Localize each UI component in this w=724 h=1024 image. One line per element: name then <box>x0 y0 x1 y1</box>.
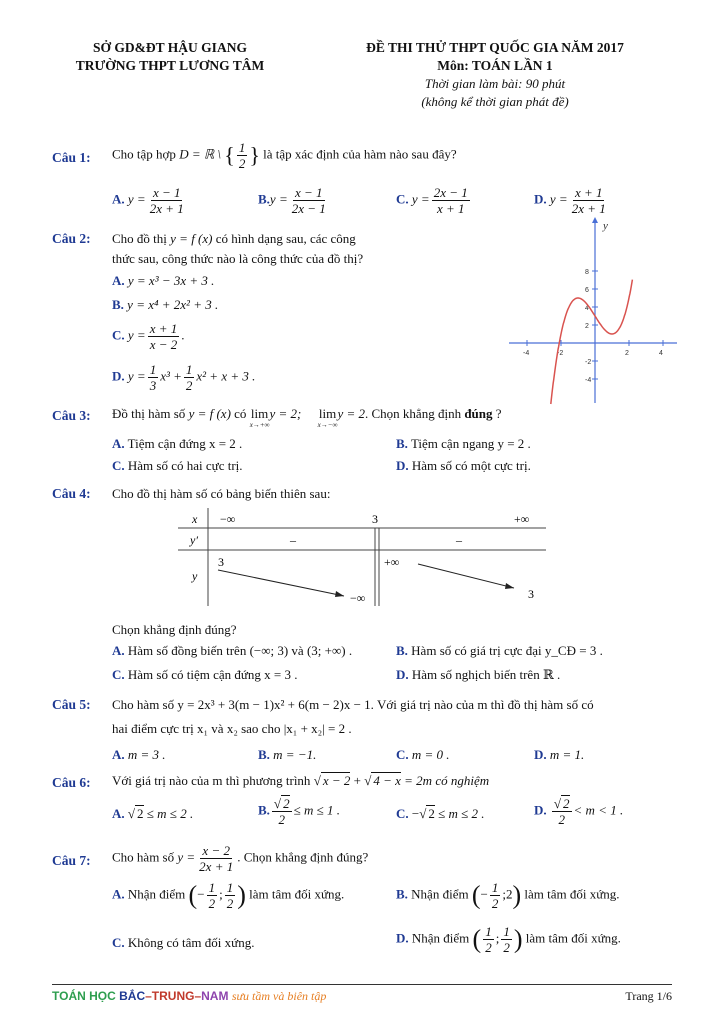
table-y-3-right: 3 <box>528 587 534 601</box>
question-6-option-a[interactable]: A. √ 2 ≤ m ≤ 2 . <box>112 806 194 821</box>
question-5-text-line1: Cho hàm số y = 2x³ + 3(m − 1)x² + 6(m − 2)x − 1. Với giá trị nào của m thì đồ thị hàm số có <box>112 697 594 712</box>
question-2-option-a[interactable]: A. y = x³ − 3x + 3 . <box>112 273 215 288</box>
question-4-number: Câu 4: <box>52 486 91 501</box>
table-x-3: 3 <box>372 512 378 526</box>
x-tick-label: -2 <box>557 350 564 357</box>
question-7-option-d[interactable]: D. Nhận điểm ( $\frac{1}{2}$ ; $\frac{1}{2}$ ) làm tâm đối xứng. <box>396 924 621 955</box>
question-5-option-c[interactable]: C. m = 0 . <box>396 747 450 762</box>
school-department: SỞ GD&ĐT HẬU GIANG <box>93 40 247 55</box>
x-tick-label: 4 <box>659 350 663 357</box>
page-number: Trang 1/6 <box>625 989 672 1003</box>
table-x-pos-inf: +∞ <box>514 512 530 526</box>
question-2-text-line1: Cho đồ thị y = f (x) có hình dạng sau, các công <box>112 231 356 246</box>
table-y-neg-inf: −∞ <box>350 591 366 605</box>
question-7-option-c[interactable]: C. Không có tâm đối xứng. <box>112 935 255 950</box>
question-6-option-b[interactable]: B. $\frac{√ 2}{2}$ ≤ m ≤ 1 . <box>258 796 340 827</box>
question-2-text-line2: thức sau, công thức nào là công thức của đồ thị? <box>112 251 364 266</box>
table-y-3-left: 3 <box>218 555 224 569</box>
variation-table <box>178 508 546 608</box>
school-name: TRƯỜNG THPT LƯƠNG TÂM <box>75 58 265 73</box>
table-yprime-label: y′ <box>190 533 198 547</box>
question-2-option-d[interactable]: D. y = $\frac{1}{3}$ x³ + $\frac{1}{2}$ x² + x + 3 . <box>112 362 256 393</box>
question-7-number: Câu 7: <box>52 853 91 868</box>
function-curve <box>551 280 633 404</box>
y-axis-label: y <box>603 220 608 232</box>
y-axis-arrow <box>592 217 598 223</box>
question-5-option-d[interactable]: D. m = 1. <box>534 747 585 762</box>
y-tick-label: -2 <box>585 359 592 366</box>
x-tick-label: -4 <box>523 350 530 357</box>
exam-duration: Thời gian làm bài: 90 phút <box>424 76 566 91</box>
x-tick-label: 2 <box>625 350 629 357</box>
question-2-number: Câu 2: <box>52 231 91 246</box>
question-5-number: Câu 5: <box>52 697 91 712</box>
question-5-option-b[interactable]: B. m = −1. <box>258 747 317 762</box>
question-2-option-c[interactable]: C. y = $\frac{x + 1}{x - 2}$ . <box>112 321 185 352</box>
footer-divider <box>52 984 672 985</box>
question-1-option-d[interactable]: D. y = $\frac{x + 1}{2x + 1}$ <box>534 185 606 216</box>
question-4-option-b[interactable]: B. Hàm số có giá trị cực đại y_CĐ = 3 . <box>396 643 603 658</box>
question-4-text: Cho đồ thị hàm số có bảng biến thiên sau: <box>112 486 331 501</box>
question-6-option-d[interactable]: D. $\frac{√ 2}{2}$ < m < 1 . <box>534 796 624 827</box>
question-6-number: Câu 6: <box>52 775 91 790</box>
y-tick-label: -4 <box>585 377 592 384</box>
question-4-option-c[interactable]: C. Hàm số có tiệm cận đứng x = 3 . <box>112 667 298 682</box>
question-6-option-c[interactable]: C. −√ 2 ≤ m ≤ 2 . <box>396 806 485 821</box>
question-1-option-a[interactable]: A. y = $\frac{x - 1}{2x + 1}$ <box>112 185 184 216</box>
question-3-option-d[interactable]: D. Hàm số có một cực trị. <box>396 458 531 473</box>
y-tick-label: 4 <box>585 305 589 312</box>
question-7-option-a[interactable]: A. Nhận điểm (− $\frac{1}{2}$ ; $\frac{1}{2}$ ) làm tâm đối xứng. <box>112 880 345 911</box>
table-y-label: y <box>192 569 198 583</box>
question-4-ask: Chọn khẳng định đúng? <box>112 622 237 637</box>
question-5-text-line2: hai điểm cực trị x₁ và x₂ sao cho |x₁ + x₂| = 2 . <box>112 721 352 736</box>
table-y-pos-inf: +∞ <box>384 555 400 569</box>
question-3-text: Đồ thị hàm số y = f (x) có lim x→+∞ y = 2; lim x→−∞ y = 2. Chọn khẳng định đúng ? <box>112 406 502 429</box>
question-7-option-b[interactable]: B. Nhận điểm (− $\frac{1}{2}$ ;2) làm tâm đối xứng. <box>396 880 620 911</box>
table-sign-1: – <box>290 533 296 547</box>
question-2-option-b[interactable]: B. y = x⁴ + 2x² + 3 . <box>112 297 219 312</box>
question-1-option-b[interactable]: B.y = $\frac{x - 1}{2x - 1}$ <box>258 185 326 216</box>
question-3-option-b[interactable]: B. Tiệm cận ngang y = 2 . <box>396 436 531 451</box>
exam-title: ĐỀ THI THỬ THPT QUỐC GIA NĂM 2017 <box>366 40 624 55</box>
question-4-option-d[interactable]: D. Hàm số nghịch biến trên ℝ . <box>396 667 561 682</box>
table-sign-2: – <box>456 533 462 547</box>
footer-brand: TOÁN HỌC BẮC–TRUNG–NAM sưu tầm và biên tập <box>52 989 327 1003</box>
function-graph <box>505 215 680 407</box>
table-x-label: x <box>192 512 198 526</box>
question-3-option-a[interactable]: A. Tiệm cận đứng x = 2 . <box>112 436 243 451</box>
y-tick-label: 6 <box>585 287 589 294</box>
question-1-option-c[interactable]: C. y = $\frac{2x - 1}{x + 1}$ <box>396 185 468 216</box>
question-1-number: Câu 1: <box>52 150 91 165</box>
exam-subject: Môn: TOÁN LẦN 1 <box>437 58 553 73</box>
question-3-number: Câu 3: <box>52 408 91 423</box>
y-tick-label: 8 <box>585 269 589 276</box>
y-tick-label: 2 <box>585 323 589 330</box>
question-4-option-a[interactable]: A. Hàm số đồng biến trên (−∞; 3) và (3; +∞) . <box>112 643 353 658</box>
question-3-option-c[interactable]: C. Hàm số có hai cực trị. <box>112 458 243 473</box>
question-7-text: Cho hàm số y = $\frac{x - 2}{2x + 1}$ . Chọn khẳng định đúng? <box>112 843 369 874</box>
table-x-neg-inf: −∞ <box>220 512 236 526</box>
exam-note: (không kể thời gian phát đề) <box>421 94 569 109</box>
question-6-text: Với giá trị nào của m thì phương trình √ x − 2 + √ 4 − x = 2m có nghiệm <box>112 773 490 788</box>
question-5-option-a[interactable]: A. m = 3 . <box>112 747 166 762</box>
question-1-text: Cho tập hợp D = ℝ \ { $\frac{1}{2}$ } là tập xác định của hàm nào sau đây? <box>112 140 457 171</box>
